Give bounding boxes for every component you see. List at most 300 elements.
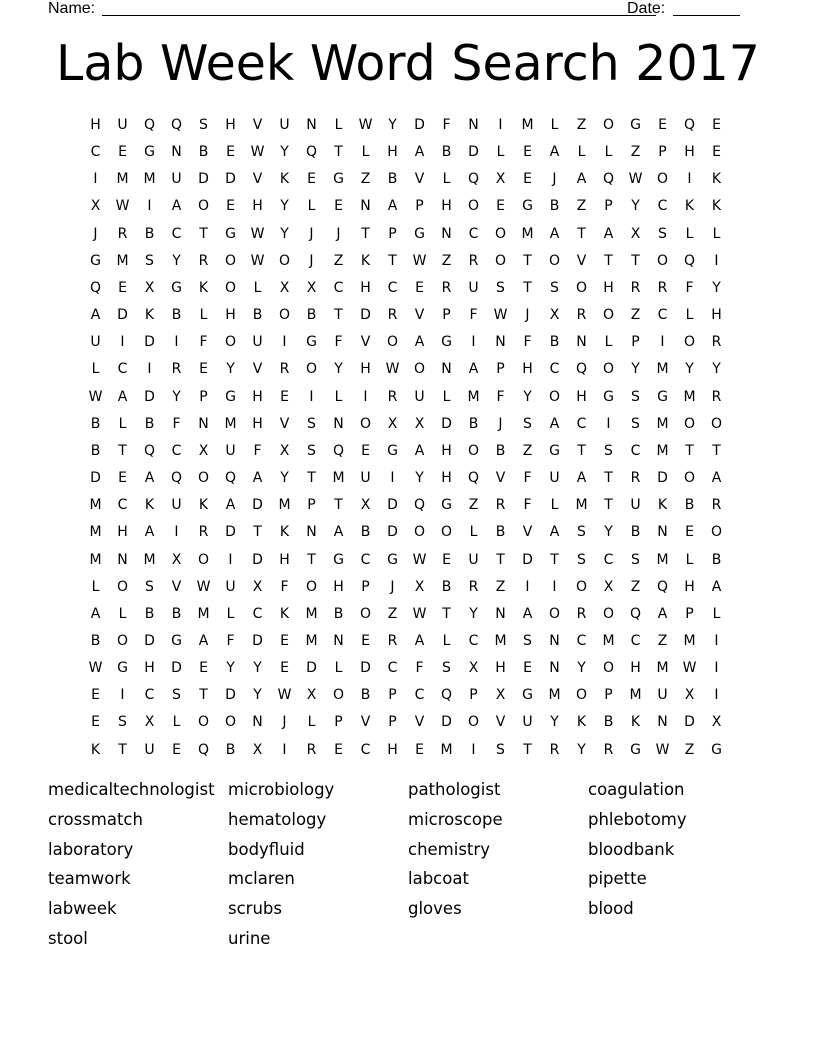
grid-letter: U [117, 117, 128, 133]
grid-letter: D [144, 388, 155, 405]
grid-letter: Q [683, 117, 696, 133]
grid-letter: L [334, 660, 343, 677]
grid-letter: E [415, 741, 424, 758]
grid-letter: U [90, 334, 101, 351]
grid-letter: M [305, 632, 318, 649]
grid-letter: G [387, 551, 398, 568]
grid-letter: G [171, 279, 182, 296]
grid-letter: O [305, 578, 318, 595]
grid-letter: S [496, 279, 505, 296]
grid-letter: P [631, 334, 640, 351]
grid-letter: Y [577, 741, 586, 758]
grid-letter: N [171, 144, 182, 161]
grid-letter: U [468, 551, 479, 568]
grid-letter: A [225, 497, 236, 514]
word-list-item: labweek [48, 899, 117, 919]
grid-letter: D [117, 307, 128, 324]
grid-letter: A [117, 388, 128, 405]
grid-letter: O [494, 252, 507, 269]
grid-letter: C [549, 361, 560, 378]
grid-letter: Y [280, 198, 289, 215]
grid-letter: R [387, 388, 398, 405]
grid-letter: A [468, 361, 479, 378]
grid-letter: B [171, 307, 182, 324]
grid-letter: P [361, 578, 370, 595]
grid-letter: B [387, 171, 398, 188]
grid-letter: E [280, 660, 289, 677]
grid-letter: K [279, 605, 290, 622]
grid-letter: A [414, 144, 425, 161]
grid-letter: A [333, 524, 344, 541]
grid-letter: O [710, 415, 723, 432]
grid-letter: D [684, 714, 695, 731]
grid-letter: G [225, 388, 236, 405]
grid-letter: M [629, 687, 642, 704]
grid-letter: K [90, 741, 101, 758]
grid-letter: V [279, 415, 290, 432]
grid-letter: G [711, 741, 722, 758]
grid-letter: C [117, 497, 128, 514]
grid-letter: W [277, 687, 292, 704]
grid-letter: Q [575, 361, 588, 378]
grid-letter: B [684, 497, 695, 514]
grid-letter: S [523, 415, 532, 432]
grid-letter: D [144, 334, 155, 351]
grid-letter: T [685, 442, 694, 459]
grid-letter: F [172, 415, 181, 432]
grid-letter: K [360, 252, 371, 269]
grid-letter: I [147, 198, 152, 215]
grid-letter: T [199, 687, 208, 704]
grid-letter: G [657, 388, 668, 405]
grid-letter: S [199, 117, 208, 133]
grid-letter: M [521, 225, 534, 242]
grid-letter: E [226, 144, 235, 161]
grid-letter: I [471, 334, 476, 351]
grid-letter: E [523, 144, 532, 161]
grid-letter: B [90, 632, 101, 649]
grid-letter: I [498, 117, 503, 133]
grid-letter: Y [334, 361, 343, 378]
grid-letter: O [602, 605, 615, 622]
grid-letter: B [90, 442, 101, 459]
grid-letter: E [280, 388, 289, 405]
grid-letter: D [387, 524, 398, 541]
grid-letter: P [604, 198, 613, 215]
grid-letter: E [280, 632, 289, 649]
grid-letter: F [523, 334, 532, 351]
grid-letter: L [361, 144, 370, 161]
grid-letter: D [90, 470, 101, 487]
grid-letter: B [711, 551, 722, 568]
grid-letter: L [685, 551, 694, 568]
grid-letter: G [522, 198, 533, 215]
grid-letter: V [522, 524, 533, 541]
grid-letter: M [521, 117, 534, 133]
grid-letter: B [549, 334, 560, 351]
grid-letter: Z [522, 442, 533, 459]
grid-letter: J [552, 171, 557, 188]
grid-letter: I [714, 687, 719, 704]
grid-letter: K [144, 497, 155, 514]
grid-letter: X [306, 279, 317, 296]
grid-letter: C [90, 144, 101, 161]
grid-letter: Y [550, 714, 559, 731]
grid-letter: L [685, 225, 694, 242]
grid-letter: U [144, 741, 155, 758]
grid-letter: O [656, 171, 669, 188]
grid-letter: S [307, 442, 316, 459]
grid-letter: O [548, 605, 561, 622]
grid-letter: W [250, 225, 265, 242]
grid-letter: N [441, 361, 452, 378]
grid-letter: A [414, 334, 425, 351]
grid-letter: O [602, 307, 615, 324]
grid-letter: S [307, 415, 316, 432]
grid-letter: E [226, 198, 235, 215]
grid-letter: U [657, 687, 668, 704]
word-list-item: stool [48, 928, 88, 948]
grid-letter: B [441, 578, 452, 595]
grid-letter: K [711, 171, 722, 188]
grid-letter: F [469, 307, 478, 324]
grid-letter: P [496, 361, 505, 378]
grid-letter: B [333, 605, 344, 622]
grid-letter: J [282, 714, 287, 731]
word-list-item: bodyfluid [228, 839, 305, 859]
grid-letter: O [467, 714, 480, 731]
grid-letter: C [576, 415, 587, 432]
page-title: Lab Week Word Search 2017 [56, 35, 760, 92]
grid-letter: L [199, 307, 208, 324]
grid-letter: W [250, 252, 265, 269]
grid-letter: B [144, 225, 155, 242]
grid-letter: E [307, 171, 316, 188]
grid-letter: U [171, 171, 182, 188]
grid-letter: P [388, 225, 397, 242]
grid-letter: Q [224, 470, 237, 487]
grid-letter: Y [415, 470, 424, 487]
grid-letter: O [197, 470, 210, 487]
grid-letter: P [388, 714, 397, 731]
grid-letter: C [630, 632, 641, 649]
grid-letter: N [495, 605, 506, 622]
date-label: Date: [627, 0, 666, 17]
grid-letter: L [469, 524, 478, 541]
grid-letter: N [441, 225, 452, 242]
grid-letter: A [711, 578, 722, 595]
grid-letter: Y [631, 361, 640, 378]
word-list [48, 779, 768, 958]
grid-letter: U [468, 279, 479, 296]
grid-letter: T [334, 144, 343, 161]
grid-letter: Q [197, 741, 210, 758]
grid-letter: L [712, 605, 721, 622]
word-list-item: microscope [408, 809, 503, 829]
grid-letter: U [360, 470, 371, 487]
grid-letter: N [657, 714, 668, 731]
grid-letter: M [143, 551, 156, 568]
grid-letter: E [118, 470, 127, 487]
grid-letter: I [93, 171, 98, 188]
grid-letter: P [442, 307, 451, 324]
grid-letter: F [226, 632, 235, 649]
grid-letter: O [197, 551, 210, 568]
grid-letter: Y [280, 225, 289, 242]
grid-letter: O [116, 632, 129, 649]
grid-letter: G [522, 687, 533, 704]
grid-letter: N [495, 334, 506, 351]
word-list-item: coagulation [588, 780, 685, 799]
grid-letter: D [414, 117, 425, 133]
grid-letter: O [359, 605, 372, 622]
grid-letter: W [412, 605, 427, 622]
grid-letter: A [252, 470, 263, 487]
grid-letter: S [577, 551, 586, 568]
grid-letter: R [630, 279, 641, 296]
grid-letter: L [604, 144, 613, 161]
grid-letter: Y [577, 660, 586, 677]
grid-letter: T [712, 442, 721, 459]
grid-letter: Y [604, 524, 613, 541]
grid-letter: T [307, 470, 316, 487]
grid-letter: V [252, 171, 263, 188]
grid-letter: U [522, 714, 533, 731]
grid-letter: Z [576, 198, 587, 215]
grid-letter: M [89, 551, 102, 568]
grid-letter: R [306, 741, 317, 758]
grid-letter: Q [467, 470, 480, 487]
grid-letter: S [523, 632, 532, 649]
grid-letter: L [118, 605, 127, 622]
grid-letter: M [143, 171, 156, 188]
grid-letter: C [171, 225, 182, 242]
name-date-line [48, 0, 748, 20]
grid-letter: L [253, 279, 262, 296]
grid-letter: P [199, 388, 208, 405]
grid-letter: H [252, 388, 263, 405]
grid-letter: V [576, 252, 587, 269]
grid-letter: K [279, 524, 290, 541]
grid-letter: R [468, 252, 479, 269]
grid-letter: O [278, 252, 291, 269]
grid-letter: Y [631, 198, 640, 215]
grid-letter: O [602, 117, 615, 133]
grid-letter: M [278, 497, 291, 514]
grid-letter: B [495, 524, 506, 541]
grid-letter: X [495, 171, 506, 188]
grid-letter: I [471, 741, 476, 758]
word-list-item: microbiology [228, 780, 335, 799]
grid-letter: M [656, 660, 669, 677]
grid-letter: Q [170, 117, 183, 133]
grid-letter: Q [143, 117, 156, 133]
grid-letter: X [387, 415, 398, 432]
grid-letter: R [468, 578, 479, 595]
grid-letter: T [442, 605, 451, 622]
grid-letter: I [282, 741, 287, 758]
grid-letter: I [390, 470, 395, 487]
grid-letter: E [712, 144, 721, 161]
grid-letter: E [658, 117, 667, 133]
grid-letter: R [657, 279, 668, 296]
grid-letter: B [603, 714, 614, 731]
grid-letter: Z [468, 497, 479, 514]
grid-letter: S [658, 225, 667, 242]
grid-letter: E [199, 660, 208, 677]
grid-letter: A [711, 470, 722, 487]
grid-letter: W [655, 741, 670, 758]
grid-letter: O [575, 279, 588, 296]
grid-letter: H [576, 388, 587, 405]
grid-letter: D [225, 171, 236, 188]
grid-letter: I [174, 334, 179, 351]
grid-letter: X [252, 741, 263, 758]
grid-letter: O [305, 361, 318, 378]
grid-letter: Y [712, 361, 721, 378]
grid-letter: A [549, 144, 560, 161]
grid-letter: L [226, 605, 235, 622]
grid-letter: R [495, 497, 506, 514]
grid-letter: O [332, 687, 345, 704]
grid-letter: U [225, 578, 236, 595]
grid-letter: Y [172, 252, 181, 269]
grid-letter: H [387, 741, 398, 758]
grid-letter: C [657, 307, 668, 324]
grid-letter: X [495, 687, 506, 704]
grid-letter: V [360, 714, 371, 731]
grid-letter: H [117, 524, 128, 541]
grid-letter: K [144, 307, 155, 324]
grid-letter: G [333, 171, 344, 188]
grid-letter: I [120, 334, 125, 351]
grid-letter: E [199, 361, 208, 378]
grid-letter: C [414, 687, 425, 704]
grid-letter: O [575, 578, 588, 595]
grid-letter: N [198, 415, 209, 432]
grid-letter: O [683, 415, 696, 432]
grid-letter: R [198, 252, 209, 269]
grid-letter: C [657, 198, 668, 215]
grid-letter: D [198, 171, 209, 188]
grid-letter: W [88, 388, 103, 405]
grid-letter: B [630, 524, 641, 541]
grid-letter: V [495, 470, 506, 487]
grid-letter: G [549, 442, 560, 459]
grid-letter: C [576, 632, 587, 649]
grid-letter: W [493, 307, 508, 324]
grid-letter: B [549, 198, 560, 215]
grid-letter: M [89, 497, 102, 514]
grid-letter: T [307, 551, 316, 568]
grid-letter: S [145, 578, 154, 595]
grid-letter: F [280, 578, 289, 595]
grid-letter: M [89, 524, 102, 541]
grid-letter: B [144, 605, 155, 622]
grid-letter: R [711, 334, 722, 351]
grid-letter: X [306, 687, 317, 704]
grid-letter: N [252, 714, 263, 731]
grid-letter: C [360, 741, 371, 758]
grid-letter: P [685, 605, 694, 622]
grid-letter: A [90, 605, 101, 622]
grid-letter: X [279, 442, 290, 459]
grid-letter: T [334, 497, 343, 514]
word-list-item: labcoat [408, 869, 469, 889]
grid-letter: M [602, 632, 615, 649]
grid-letter: D [144, 632, 155, 649]
grid-letter: I [687, 171, 692, 188]
word-list-item: medicaltechnologist [48, 780, 215, 799]
grid-letter: J [336, 225, 341, 242]
grid-letter: M [494, 632, 507, 649]
grid-letter: E [361, 442, 370, 459]
grid-letter: W [412, 551, 427, 568]
name-blank-line[interactable] [102, 0, 656, 16]
grid-letter: D [441, 415, 452, 432]
grid-letter: M [440, 741, 453, 758]
grid-letter: M [116, 252, 129, 269]
grid-letter: O [656, 252, 669, 269]
grid-letter: J [498, 415, 503, 432]
grid-letter: L [685, 307, 694, 324]
grid-letter: B [198, 144, 209, 161]
grid-letter: T [334, 307, 343, 324]
grid-letter: T [577, 225, 586, 242]
grid-letter: F [496, 388, 505, 405]
grid-letter: L [442, 388, 451, 405]
grid-letter: W [682, 660, 697, 677]
grid-letter: D [441, 714, 452, 731]
grid-letter: I [309, 388, 314, 405]
word-list-item: urine [228, 928, 271, 948]
grid-letter: Z [387, 605, 398, 622]
grid-letter: H [684, 578, 695, 595]
grid-letter: O [602, 361, 615, 378]
grid-letter: O [386, 334, 399, 351]
grid-letter: J [309, 225, 314, 242]
word-list-item: teamwork [48, 869, 131, 889]
grid-letter: N [468, 117, 479, 133]
grid-letter: Y [523, 388, 532, 405]
grid-letter: L [91, 578, 100, 595]
grid-letter: B [252, 307, 263, 324]
grid-letter: O [467, 198, 480, 215]
grid-letter: G [117, 660, 128, 677]
grid-letter: B [360, 524, 371, 541]
grid-letter: Z [441, 252, 452, 269]
grid-letter: E [361, 632, 370, 649]
grid-letter: R [387, 307, 398, 324]
grid-letter: O [413, 524, 426, 541]
grid-letter: A [549, 524, 560, 541]
grid-letter: D [252, 632, 263, 649]
grid-letter: P [388, 687, 397, 704]
grid-letter: L [172, 714, 181, 731]
grid-letter: E [172, 741, 181, 758]
grid-letter: R [576, 307, 587, 324]
grid-letter: C [171, 442, 182, 459]
grid-letter: G [603, 388, 614, 405]
grid-letter: T [550, 551, 559, 568]
grid-letter: T [523, 279, 532, 296]
grid-letter: T [361, 225, 370, 242]
grid-letter: N [549, 660, 560, 677]
word-list-item: pathologist [408, 780, 501, 799]
grid-letter: I [552, 578, 557, 595]
date-blank-line[interactable] [673, 0, 740, 16]
grid-letter: Q [467, 171, 480, 188]
